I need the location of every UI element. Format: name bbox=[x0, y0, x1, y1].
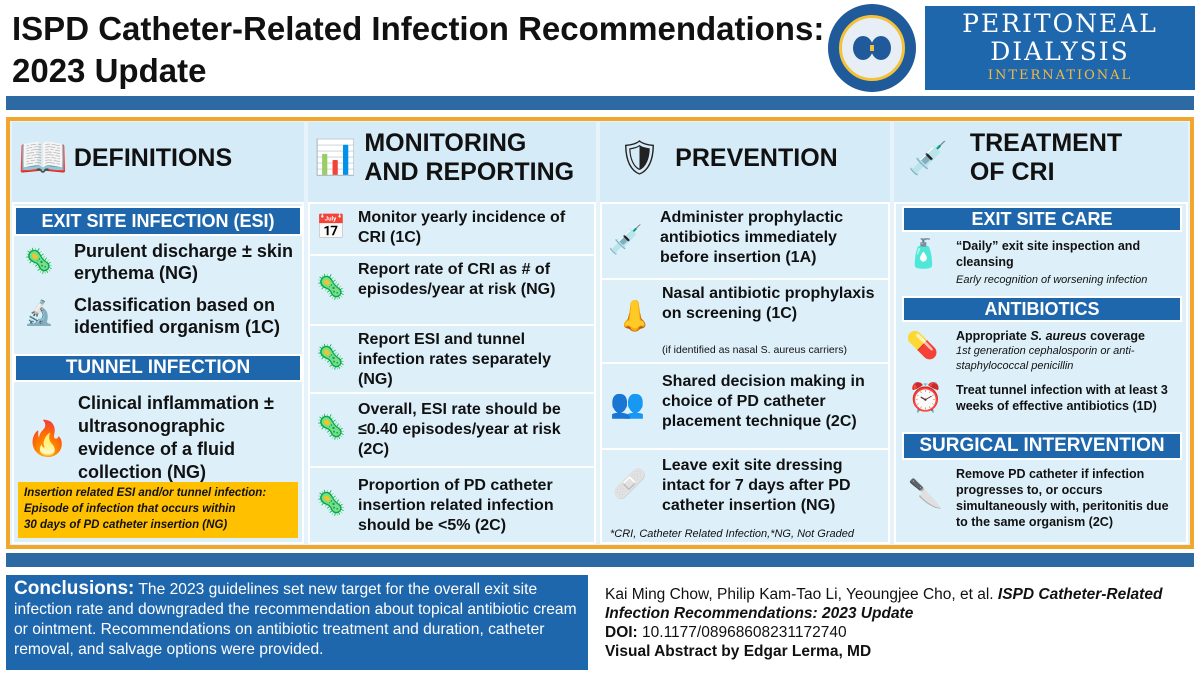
citation bbox=[605, 585, 1195, 661]
syringe-icon: 💉 bbox=[908, 140, 948, 176]
list-item: 🦠 Proportion of PD catheter insertion related infection should be <5% (2C) bbox=[316, 477, 554, 534]
monitoring-header bbox=[308, 122, 596, 194]
kidney-icon bbox=[850, 33, 894, 63]
list-item: 🩹 Leave exit site dressing intact for 7 days after PD catheter insertion (NG) *CRI, Catheter Related Infection,*NG, Not Graded bbox=[602, 450, 888, 544]
vial-syringe-icon: 💉 bbox=[608, 224, 643, 255]
team-icon: 👥 bbox=[610, 388, 645, 419]
top-divider-bar bbox=[6, 96, 1194, 110]
list-item: 🦠 Report rate of CRI as # of episodes/year at risk (NG) bbox=[310, 256, 594, 326]
bacteria-icon: 🦠 bbox=[316, 414, 346, 441]
pills-icon: 💊 bbox=[906, 330, 939, 360]
monitoring-body bbox=[308, 202, 596, 544]
nose-icon: 👃 bbox=[616, 300, 654, 333]
list-item: 👥 Shared decision making in choice of PD catheter placement technique (2C) bbox=[602, 364, 888, 450]
fire-icon: 🔥 bbox=[26, 420, 69, 458]
footnote: *CRI, Catheter Related Infection,*NG, Not Graded bbox=[610, 528, 854, 540]
conclusions-label: Conclusions: bbox=[14, 578, 135, 599]
antibiotics-title: ANTIBIOTICS bbox=[902, 296, 1182, 322]
prevention-header bbox=[600, 122, 890, 194]
list-item: 🦠 Overall, ESI rate should be ≤0.40 episodes/year at risk (2C) bbox=[310, 394, 594, 468]
citation-reference: Kai Ming Chow, Philip Kam-Tao Li, Yeoungjee Cho, et al. ISPD Catheter-Related Infection Recommendations: 2023 Update bbox=[605, 586, 1163, 622]
list-item: 🦠 Report ESI and tunnel infection rates separately (NG) bbox=[310, 326, 594, 394]
prevention-heading: PREVENTION bbox=[675, 143, 838, 172]
ispd-seal-logo bbox=[828, 4, 916, 92]
antibiotics-note: 1st generation cephalosporin or anti-staphylococcal penicillin bbox=[956, 345, 1135, 372]
dashboard-icon: 📊 bbox=[314, 139, 357, 177]
treatment-column bbox=[894, 122, 1188, 544]
bacteria-icon: 🦠 bbox=[316, 274, 346, 301]
bottom-divider-bar bbox=[6, 553, 1194, 567]
list-item: 📅 Monitor yearly incidence of CRI (1C) bbox=[310, 204, 594, 256]
insertion-note: Insertion related ESI and/or tunnel infection: Episode of infection that occurs within 30 days of PD catheter insertion (NG) bbox=[18, 482, 298, 538]
bacteria-icon: 🦠 bbox=[316, 490, 346, 517]
exit-care-note: Early recognition of worsening infection bbox=[956, 274, 1148, 286]
prevention-column bbox=[600, 122, 890, 544]
definitions-header bbox=[12, 122, 304, 194]
tunnel-treatment-item: Treat tunnel infection with at least 3 weeks of effective antibiotics (1D) bbox=[956, 383, 1168, 413]
esi-item-2: Classification based on identified organism (1C) bbox=[74, 295, 281, 337]
seal-emblem bbox=[839, 15, 905, 81]
exit-care-title: EXIT SITE CARE bbox=[902, 206, 1182, 232]
calendar-icon: 📅 bbox=[316, 214, 346, 241]
conclusions-text: The 2023 guidelines set new target for the overall exit site infection rate and downgraded the recommendation about topical antibiotic cream or ointment. Recommendations on antibiotic treatment and duration, catheter removal, and salvage options were provided. bbox=[14, 581, 577, 658]
list-item: 👃 Nasal antibiotic prophylaxis on screening (1C) (if identified as nasal S. aureus carriers) bbox=[602, 280, 888, 364]
surgical-item: Remove PD catheter if infection progresses to, or occurs simultaneously with, peritonitis due to the same organism (2C) bbox=[956, 467, 1169, 529]
alarm-clock-icon: ⏰ bbox=[908, 382, 943, 413]
treatment-header bbox=[894, 122, 1188, 194]
antibiotics-item: Appropriate S. aureus coverage bbox=[956, 329, 1145, 343]
tunnel-title: TUNNEL INFECTION bbox=[14, 354, 302, 382]
nasal-note: (if identified as nasal S. aureus carriers) bbox=[662, 344, 847, 356]
exit-care-item: “Daily” exit site inspection and cleansing bbox=[956, 239, 1141, 269]
page-title: ISPD Catheter-Related Infection Recommendations: 2023 Update bbox=[12, 10, 825, 89]
tunnel-item: Clinical inflammation ± ultrasonographic evidence of a fluid collection (NG) bbox=[78, 393, 274, 482]
hand-sanitizer-icon: 🧴 bbox=[906, 238, 941, 269]
monitoring-column bbox=[308, 122, 596, 544]
esi-item-1: Purulent discharge ± skin erythema (NG) bbox=[74, 241, 293, 283]
esi-title: EXIT SITE INFECTION (ESI) bbox=[14, 206, 302, 236]
list-item: 💉 Administer prophylactic antibiotics immediately before insertion (1A) bbox=[602, 204, 888, 280]
shield-medical-icon: 🛡 bbox=[618, 139, 662, 177]
conclusions-box bbox=[6, 575, 588, 670]
bandage-icon: 🩹 bbox=[612, 468, 647, 499]
prevention-body bbox=[600, 202, 890, 544]
journal-brand-logo: PERITONEAL DIALYSIS INTERNATIONAL bbox=[925, 6, 1195, 90]
header bbox=[0, 0, 1200, 96]
definitions-heading: DEFINITIONS bbox=[73, 143, 233, 172]
book-search-icon: 📖 bbox=[18, 136, 68, 180]
classification-icon: 🔬 bbox=[24, 300, 54, 327]
definitions-column bbox=[12, 122, 304, 544]
bacteria-icon: 🦠 bbox=[316, 344, 346, 371]
bacteria-icon: 🦠 bbox=[24, 248, 54, 275]
monitoring-heading: MONITORING AND REPORTING bbox=[364, 129, 575, 186]
treatment-heading: TREATMENT OF CRI bbox=[969, 129, 1123, 186]
scalpel-icon: 🔪 bbox=[908, 478, 943, 509]
citation-credit: Visual Abstract by Edgar Lerma, MD bbox=[605, 643, 872, 660]
surgical-title: SURGICAL INTERVENTION bbox=[902, 432, 1182, 460]
citation-doi: DOI: 10.1177/08968608231172740 bbox=[605, 624, 847, 641]
